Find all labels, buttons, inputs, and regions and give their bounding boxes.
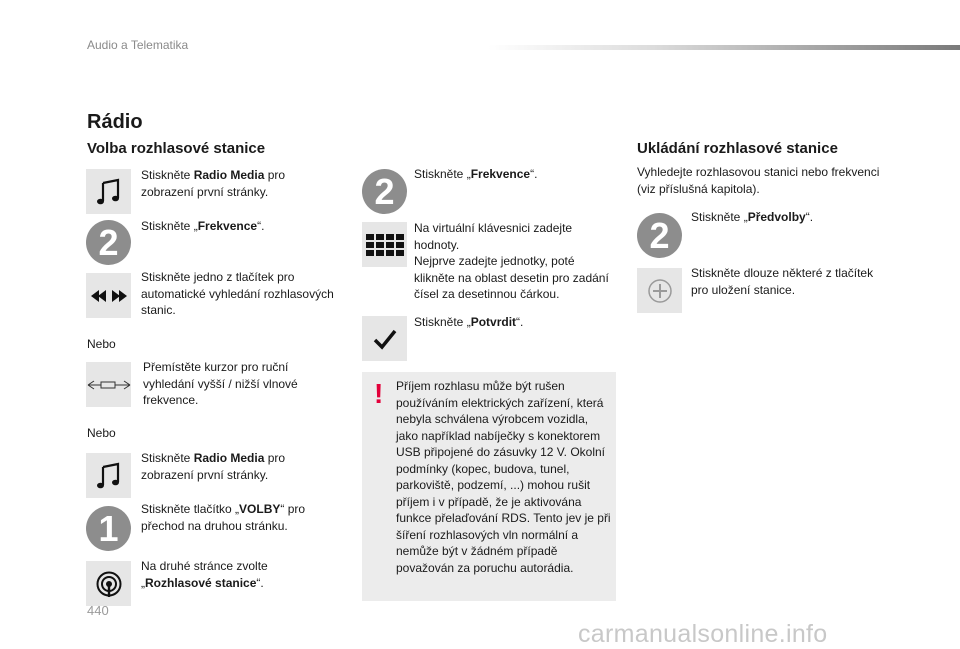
- section-header: Audio a Telematika: [87, 38, 189, 52]
- left-step4-text: Přemístěte kurzor pro ruční vyhledání vyšší / nižší vlnové frekvence.: [143, 360, 298, 407]
- left-heading: Volba rozhlasové stanice: [87, 140, 266, 157]
- music-note-icon: [86, 453, 131, 498]
- middle-step1-text: Stiskněte „Frekvence“.: [414, 167, 538, 181]
- left-step5-text: Stiskněte Radio Media pro zobrazení první stránky.: [141, 451, 286, 482]
- left-step7-text: Na druhé stránce zvolte „Rozhlasové stanice“.: [141, 559, 268, 590]
- middle-step3-text: Stiskněte „Potvrdit“.: [414, 315, 524, 329]
- seek-arrows-icon: [86, 273, 131, 318]
- warning-icon: !: [374, 378, 384, 409]
- header-gradient-bar: [488, 45, 960, 50]
- step-number-badge: 2: [362, 169, 407, 214]
- left-step6-text: Stiskněte tlačítko „VOLBY“ pro přechod na druhou stránku.: [141, 502, 306, 533]
- right-intro-text: Vyhledejte rozhlasovou stanici nebo frekvenci (viz příslušná kapitola).: [637, 165, 880, 196]
- left-step2-text: Stiskněte „Frekvence“.: [141, 219, 265, 233]
- or-label: Nebo: [87, 337, 116, 351]
- checkmark-icon: [362, 316, 407, 361]
- or-label: Nebo: [87, 426, 116, 440]
- step-number-badge: 2: [637, 213, 682, 258]
- slider-cursor-icon: [86, 362, 131, 407]
- radio-broadcast-icon: [86, 561, 131, 606]
- left-step1-text: Stiskněte Radio Media pro zobrazení první stránky.: [141, 168, 286, 199]
- step-number-badge: 1: [86, 506, 131, 551]
- right-heading: Ukládání rozhlasové stanice: [637, 140, 838, 157]
- left-step3-text: Stiskněte jedno z tlačítek pro automatické vyhledání rozhlasových stanic.: [141, 270, 334, 317]
- step-number-badge: 2: [86, 220, 131, 265]
- page-title: Rádio: [87, 111, 143, 133]
- right-step1-text: Stiskněte „Předvolby“.: [691, 210, 814, 224]
- music-note-icon: [86, 169, 131, 214]
- right-step2-text: Stiskněte dlouze některé z tlačítek pro uložení stanice.: [691, 266, 874, 297]
- middle-step2-text: Na virtuální klávesnici zadejte hodnoty. Nejprve zadejte jednotky, poté klikněte na oblast desetin pro zadání čísel za desetinnou čárkou.: [414, 221, 609, 301]
- keypad-icon: [362, 222, 407, 267]
- page-number: 440: [87, 603, 109, 618]
- plus-preset-icon: [637, 268, 682, 313]
- warning-text: Příjem rozhlasu může být rušen používáním elektrických zařízení, která nebyla schválena výrobcem vozidla, jako například nabíječky s konektorem USB připojené do zásuvky 12 V. Okolní podmínky (kopec, budova, tunel, parkoviště, podzemí, ...) mohou rušit příjem i v případě, že je aktivována funkce přelaďování RDS. Tento jev je při šíření rozhlasových vln normální a nemůže být v žádném případě považován za poruchu autorádia.: [396, 379, 611, 575]
- watermark: carmanualsonline.info: [578, 620, 828, 648]
